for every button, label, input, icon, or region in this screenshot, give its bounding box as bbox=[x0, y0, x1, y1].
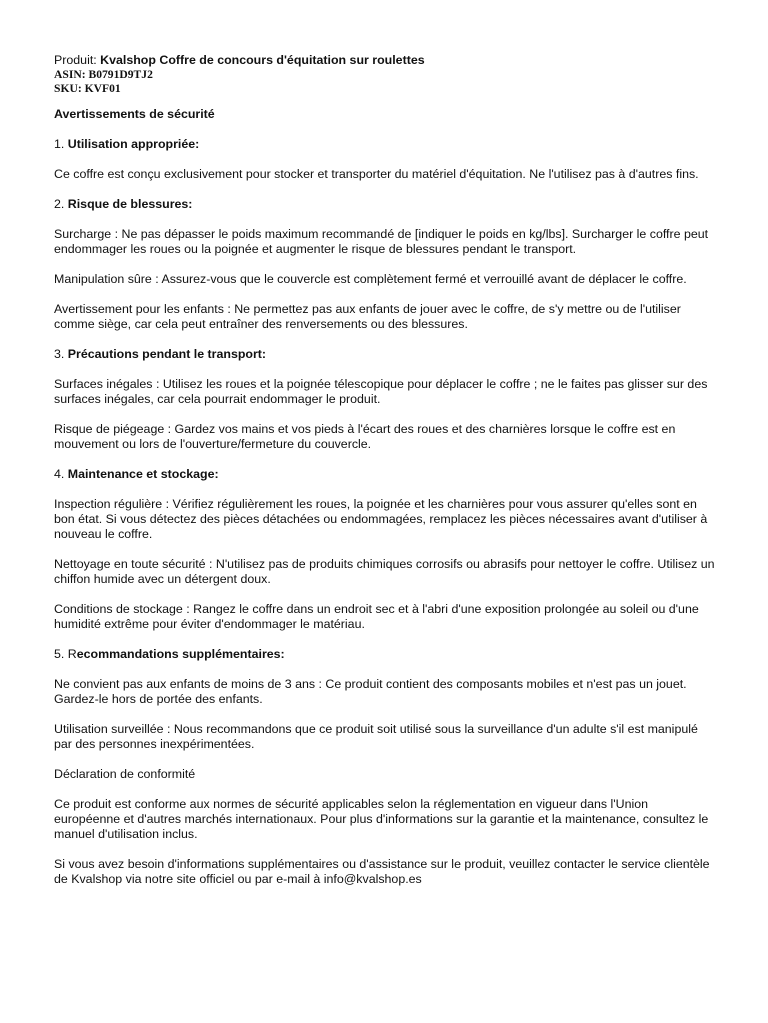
paragraph: Utilisation surveillée : Nous recommandons que ce produit soit utilisé sous la surveillance d'un adulte s'il est manipulé par des personnes inexpérimentées. bbox=[54, 722, 698, 751]
paragraph: Inspection régulière : Vérifiez régulièrement les roues, la poignée et les charnières pour vous assurer qu'elles sont en bon état. Si vous détectez des pièces détachées ou endommagées, remplacez les pièces nécessaires avant d'utiliser à nouveau le coffre. bbox=[54, 497, 708, 541]
section-title: Risque de blessures: bbox=[67, 197, 193, 211]
section-title: Maintenance et stockage: bbox=[67, 467, 219, 481]
section-number: 4. bbox=[54, 467, 68, 481]
paragraph: Avertissement pour les enfants : Ne permettez pas aux enfants de jouer avec le coffre, de s'y mettre ou de l'utiliser comme siège, car cela peut entraîner des renversements ou des blessures. bbox=[54, 302, 681, 331]
section-number: 2. bbox=[54, 197, 68, 211]
contact-paragraph: Si vous avez besoin d'informations supplémentaires ou d'assistance sur le produit, veuillez contacter le service clientèle de Kvalshop via notre site officiel ou par e-mail à info@kvalshop.es bbox=[54, 857, 710, 886]
section-title: Précautions pendant le transport: bbox=[67, 347, 267, 361]
document-title: Avertissements de sécurité bbox=[54, 107, 215, 121]
asin-line: ASIN: B0791D9TJ2 bbox=[54, 68, 153, 81]
paragraph: Surfaces inégales : Utilisez les roues et la poignée télescopique pour déplacer le coffre ; ne le faites pas glisser sur des surfaces inégales, car cela pourrait endommager le produit. bbox=[54, 377, 708, 406]
paragraph: Manipulation sûre : Assurez-vous que le couvercle est complètement fermé et verrouillé avant de déplacer le coffre. bbox=[54, 272, 687, 286]
sku-line: SKU: KVF01 bbox=[54, 81, 121, 95]
document-page bbox=[54, 53, 716, 887]
conformity-heading: Déclaration de conformité bbox=[54, 767, 196, 781]
section-heading-1 bbox=[54, 137, 716, 152]
section-number: 3. bbox=[54, 347, 68, 361]
section-title: ecommandations supplémentaires: bbox=[76, 647, 285, 661]
product-line bbox=[54, 53, 716, 68]
section-title: Utilisation appropriée: bbox=[67, 137, 200, 151]
product-name: Kvalshop Coffre de concours d'équitation sur roulettes bbox=[100, 53, 425, 67]
paragraph: Nettoyage en toute sécurité : N'utilisez pas de produits chimiques corrosifs ou abrasifs pour nettoyer le coffre. Utilisez un chiffon humide avec un détergent doux. bbox=[54, 557, 715, 586]
product-label: Produit: bbox=[54, 53, 97, 67]
paragraph: Conditions de stockage : Rangez le coffre dans un endroit sec et à l'abri d'une exposition prolongée au soleil ou d'une humidité extrême pour éviter d'endommager le matériau. bbox=[54, 602, 699, 631]
paragraph: Surcharge : Ne pas dépasser le poids maximum recommandé de [indiquer le poids en kg/lbs]. Surcharger le coffre peut endommager les roues ou la poignée et augmenter le risque de blessures pendant le transport. bbox=[54, 227, 709, 256]
section-heading-5 bbox=[54, 647, 716, 662]
section-heading-2 bbox=[54, 197, 716, 212]
section-number: 5. R bbox=[54, 647, 77, 661]
paragraph: Ce coffre est conçu exclusivement pour stocker et transporter du matériel d'équitation. Ne l'utilisez pas à d'autres fins. bbox=[54, 167, 699, 181]
paragraph: Ne convient pas aux enfants de moins de 3 ans : Ce produit contient des composants mobiles et n'est pas un jouet. Gardez-le hors de portée des enfants. bbox=[54, 677, 687, 706]
paragraph: Ce produit est conforme aux normes de sécurité applicables selon la réglementation en vigueur dans l'Union européenne et d'autres marchés internationaux. Pour plus d'informations sur la garantie et la maintenance, consultez le manuel d'utilisation inclus. bbox=[54, 797, 709, 841]
section-heading-4 bbox=[54, 467, 716, 482]
paragraph: Risque de piégeage : Gardez vos mains et vos pieds à l'écart des roues et des charnières lorsque le coffre est en mouvement ou lors de l'ouverture/fermeture du couvercle. bbox=[54, 422, 676, 451]
section-heading-3 bbox=[54, 347, 716, 362]
section-number: 1. bbox=[54, 137, 68, 151]
